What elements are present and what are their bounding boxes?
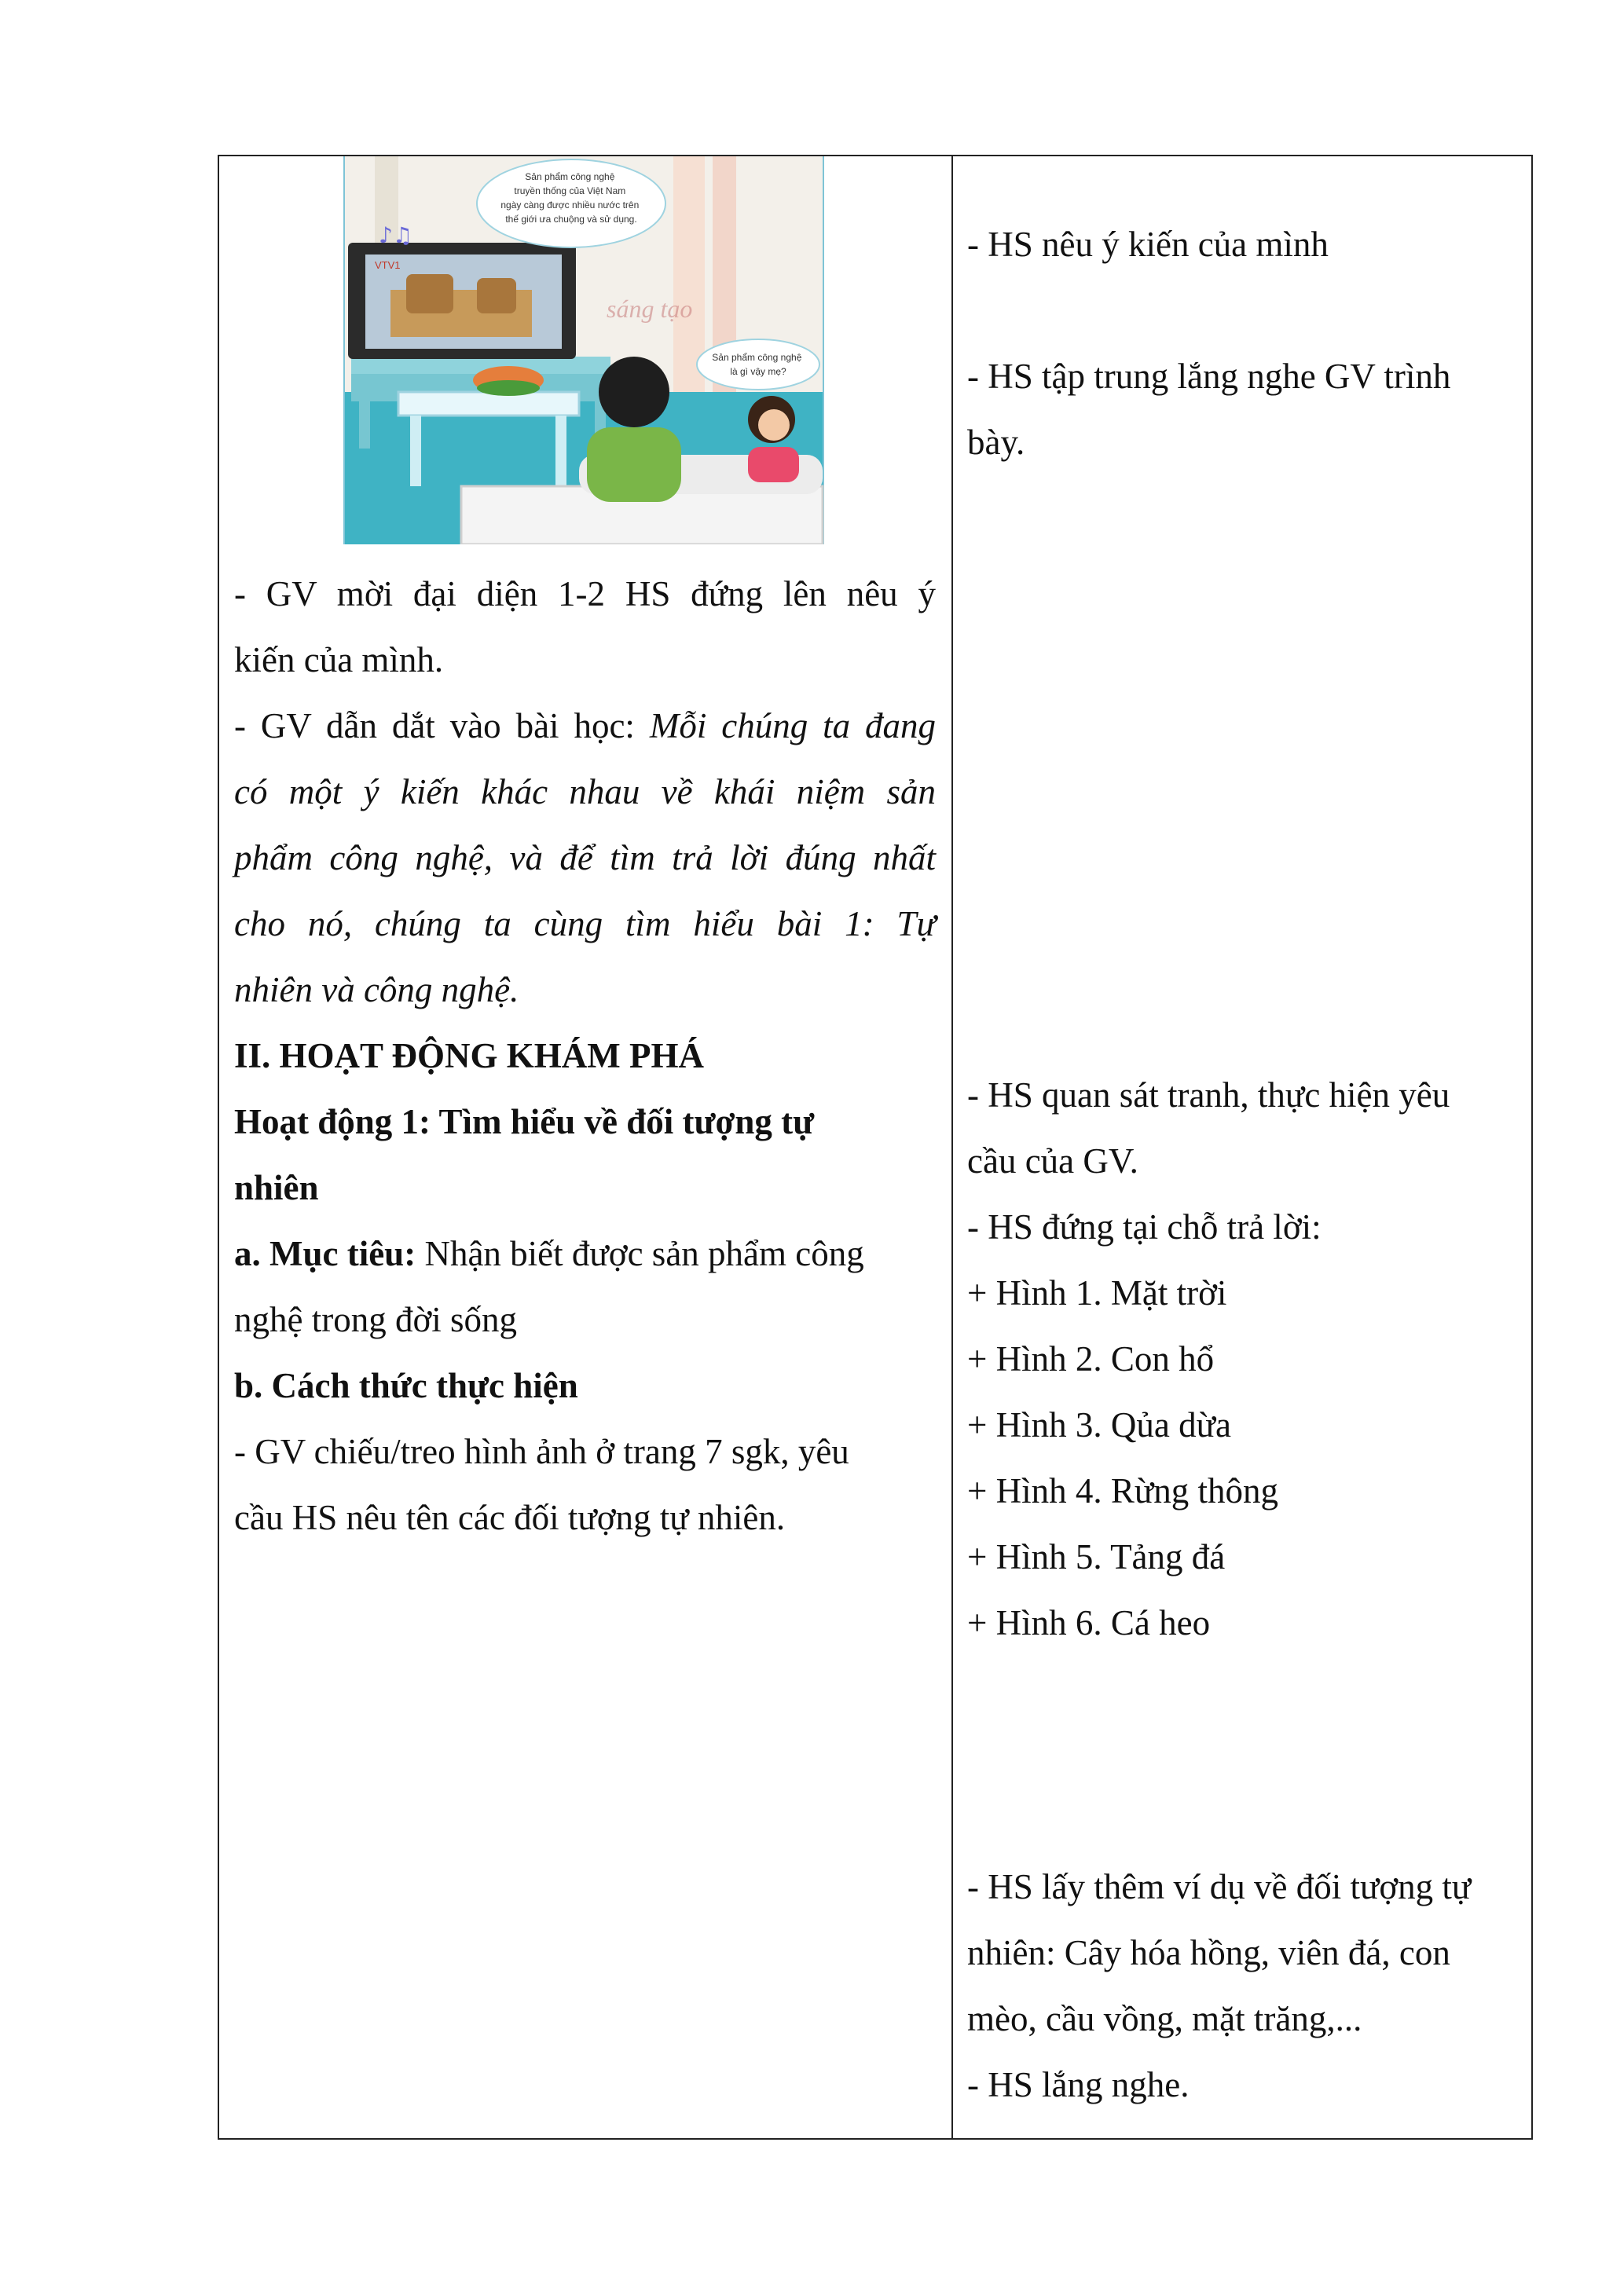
text-line: - HS nêu ý kiến của mình xyxy=(967,225,1329,264)
svg-text:Sản phẩm công nghệ tru: Sản phẩm công nghệ truyền thống của Việt Nam ngày càng được nhiều nước trên thế giới ưa chuộng và sử dụng. xyxy=(500,171,640,225)
text-line: nhiên: Cây hóa hồng, viên đá, con xyxy=(967,1933,1450,1972)
text-line: có một ý kiến khác nhau về khái niệm sản xyxy=(234,772,936,811)
text-line: - HS đứng tại chỗ trả lời: xyxy=(967,1207,1322,1247)
svg-text:Sản phẩm công nghệ là: Sản phẩm công nghệ là gì vậy mẹ? xyxy=(712,352,802,377)
text-line: - HS tập trung lắng nghe GV trình xyxy=(967,357,1451,396)
text-line: cầu của GV. xyxy=(967,1141,1138,1181)
text-line: - HS lắng nghe. xyxy=(967,2065,1190,2104)
text-line: kiến của mình. xyxy=(234,640,444,679)
goal-text: Nhận biết được sản phẩm công xyxy=(416,1234,864,1273)
list-item: + Hình 6. Cá heo xyxy=(967,1603,1211,1642)
list-item: + Hình 1. Mặt trời xyxy=(967,1273,1227,1313)
tv-logo: VTV1 xyxy=(375,259,401,271)
list-item: + Hình 3. Qủa dừa xyxy=(967,1405,1231,1445)
goal-line xyxy=(234,1221,936,1287)
method-heading: b. Cách thức thực hiện xyxy=(234,1366,578,1405)
list-item: + Hình 5. Tảng đá xyxy=(967,1537,1226,1576)
activity-title: Hoạt động 1: Tìm hiểu về đối tượng tự xyxy=(234,1102,815,1141)
text-span: - GV dẫn dắt vào bài học: xyxy=(234,706,650,745)
svg-text:♪♫: ♪♫ xyxy=(379,222,412,248)
list-item: + Hình 2. Con hổ xyxy=(967,1339,1215,1379)
text-line: nghệ trong đời sống xyxy=(234,1300,518,1339)
text-line: cầu HS nêu tên các đối tượng tự nhiên. xyxy=(234,1498,786,1537)
text-line: phẩm công nghệ, và để tìm trả lời đúng nhất xyxy=(234,838,936,877)
goal-label: a. Mục tiêu: xyxy=(234,1234,416,1273)
text-line: - HS lấy thêm ví dụ về đối tượng tự xyxy=(967,1867,1472,1906)
text-line: bày. xyxy=(967,423,1025,462)
italic-text: Mỗi chúng ta đang xyxy=(649,706,937,745)
text-line: cho nó, chúng ta cùng tìm hiểu bài 1: Tự xyxy=(234,904,936,943)
text-line: - GV chiếu/treo hình ảnh ở trang 7 sgk, yêu xyxy=(234,1432,849,1471)
text-line: nhiên và công nghệ. xyxy=(234,970,519,1009)
text-line: mèo, cầu vồng, mặt trăng,... xyxy=(967,1999,1362,2038)
text-line xyxy=(234,693,936,759)
activity-title-cont: nhiên xyxy=(234,1168,319,1207)
living-room-illustration xyxy=(343,156,824,544)
text-line: - HS quan sát tranh, thực hiện yêu xyxy=(967,1075,1450,1115)
list-item: + Hình 4. Rừng thông xyxy=(967,1471,1279,1511)
text-line: - GV mời đại diện 1-2 HS đứng lên nêu ý xyxy=(234,574,936,613)
textbook-illustration xyxy=(343,156,824,544)
section-heading: II. HOẠT ĐỘNG KHÁM PHÁ xyxy=(234,1036,704,1075)
watermark: sáng tạo xyxy=(607,295,693,323)
column-divider xyxy=(951,156,953,2138)
lesson-table xyxy=(218,155,1533,2140)
